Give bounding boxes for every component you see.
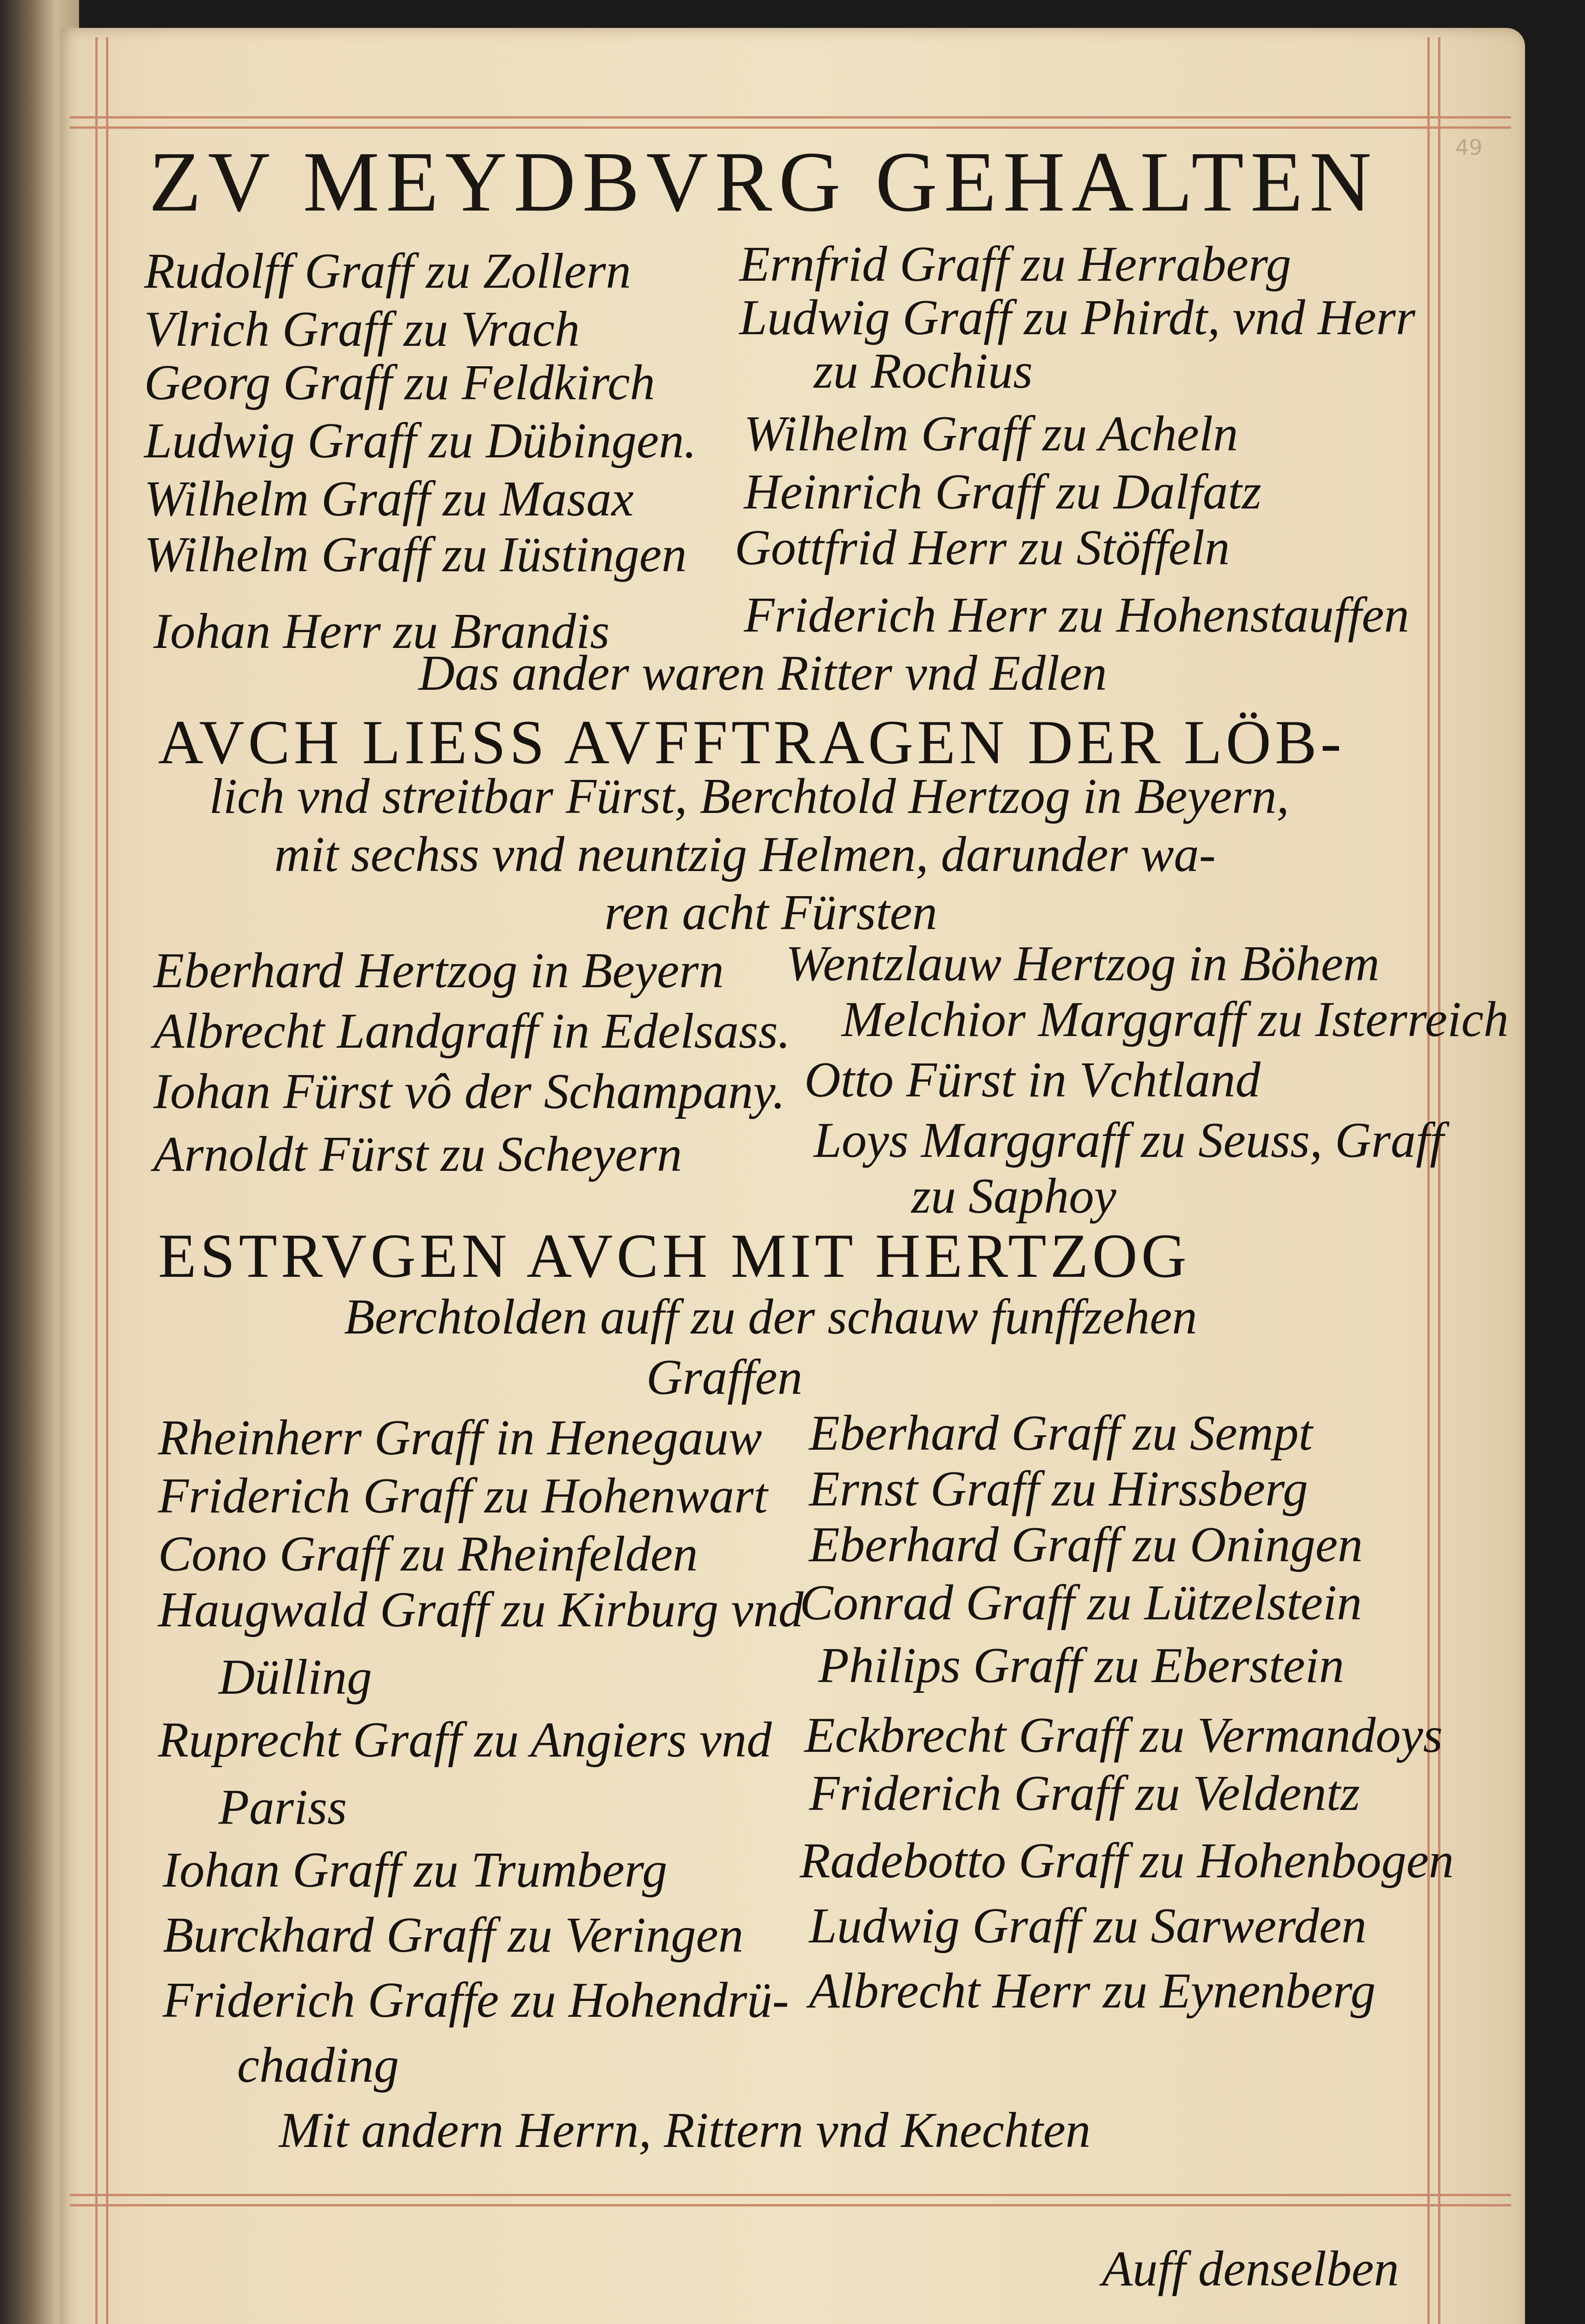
name-line: Ruprecht Graff zu Angiers vnd: [158, 1712, 772, 1768]
name-line: Radebotto Graff zu Hohenbogen: [800, 1833, 1454, 1888]
name-line: Iohan Herr zu Brandis: [153, 604, 610, 659]
name-line: Ludwig Graff zu Phirdt, vnd Herr: [739, 290, 1416, 345]
name-line: Iohan Graff zu Trumberg: [163, 1842, 668, 1898]
closing-line: Mit andern Herrn, Rittern vnd Knechten: [279, 2103, 1091, 2158]
name-line: Pariss: [219, 1780, 347, 1835]
name-line: Wilhelm Graff zu Acheln: [744, 406, 1238, 462]
frame-rule-right-inner: [1427, 37, 1430, 2324]
name-line: Wentzlauw Hertzog in Böhem: [786, 936, 1379, 991]
name-line: Eberhard Graff zu Sempt: [809, 1406, 1313, 1461]
page-heading: ZV MEYDBVRG GEHALTEN: [149, 134, 1378, 230]
frame-rule-bottom-1: [70, 2194, 1511, 2196]
paragraph-line: Graffen: [646, 1350, 802, 1405]
name-line: zu Saphoy: [911, 1169, 1116, 1224]
name-line: Albrecht Herr zu Eynenberg: [809, 1963, 1376, 2019]
name-line: Eberhard Hertzog in Beyern: [153, 943, 724, 998]
catchword: Auff denselben: [1102, 2241, 1399, 2297]
section-note: Das ander waren Ritter vnd Edlen: [418, 646, 1107, 701]
paragraph-line: lich vnd streitbar Fürst, Berchtold Hertzog in Beyern,: [209, 769, 1289, 824]
section-heading: ESTRVGEN AVCH MIT HERTZOG: [158, 1221, 1190, 1291]
name-line: Friderich Herr zu Hohenstauffen: [744, 588, 1409, 643]
name-line: Georg Graff zu Feldkirch: [144, 355, 655, 410]
name-line: Ernfrid Graff zu Herraberg: [739, 237, 1292, 292]
name-line: Otto Fürst in Vchtland: [804, 1052, 1260, 1108]
name-line: chading: [237, 2038, 399, 2093]
name-line: Ludwig Graff zu Sarwerden: [809, 1898, 1367, 1954]
name-line: Cono Graff zu Rheinfelden: [158, 1526, 698, 1582]
name-line: Conrad Graff zu Lützelstein: [800, 1575, 1362, 1631]
name-line: Albrecht Landgraff in Edelsass.: [153, 1004, 790, 1059]
name-line: Philips Graff zu Eberstein: [818, 1638, 1344, 1693]
name-line: Wilhelm Graff zu Masax: [144, 471, 634, 527]
name-line: Ernst Graff zu Hirssberg: [809, 1461, 1308, 1517]
name-line: Loys Marggraff zu Seuss, Graff: [814, 1113, 1444, 1168]
section-heading: AVCH LIESS AVFFTRAGEN DER LÖB-: [158, 708, 1345, 777]
name-line: Dülling: [219, 1650, 372, 1705]
name-line: Ludwig Graff zu Dübingen.: [144, 413, 697, 469]
paragraph-line: Berchtolden auff zu der schauw funffzehen: [344, 1289, 1197, 1345]
name-line: Burckhard Graff zu Veringen: [163, 1908, 743, 1963]
frame-rule-top-2: [70, 126, 1511, 129]
name-line: Melchior Marggraff zu Isterreich: [842, 992, 1509, 1047]
name-line: Iohan Fürst vô der Schampany.: [153, 1064, 785, 1119]
paragraph-line: ren acht Fürsten: [604, 885, 937, 940]
name-line: Arnoldt Fürst zu Scheyern: [153, 1127, 682, 1182]
frame-rule-left-outer: [95, 37, 98, 2324]
name-line: Gottfrid Herr zu Stöffeln: [735, 520, 1230, 575]
name-line: Friderich Graff zu Veldentz: [809, 1766, 1360, 1821]
frame-rule-bottom-2: [70, 2204, 1511, 2206]
name-line: Heinrich Graff zu Dalfatz: [744, 464, 1262, 520]
name-line: Wilhelm Graff zu Iüstingen: [144, 527, 687, 582]
name-line: Eckbrecht Graff zu Vermandoys: [804, 1708, 1443, 1763]
name-line: Friderich Graffe zu Hohendrü-: [163, 1973, 789, 2028]
paragraph-line: mit sechss vnd neuntzig Helmen, darunder wa-: [274, 827, 1216, 882]
folio-number: 49: [1455, 135, 1483, 160]
name-line: Eberhard Graff zu Oningen: [809, 1517, 1363, 1572]
name-line: zu Rochius: [814, 343, 1033, 399]
name-line: Vlrich Graff zu Vrach: [144, 302, 580, 357]
frame-rule-left-inner: [106, 37, 108, 2324]
frame-rule-top-1: [70, 116, 1511, 119]
frame-rule-right-outer: [1438, 37, 1440, 2324]
name-line: Rheinherr Graff in Henegauw: [158, 1410, 762, 1466]
name-line: Haugwald Graff zu Kirburg vnd: [158, 1582, 804, 1637]
name-line: Friderich Graff zu Hohenwart: [158, 1468, 768, 1524]
name-line: Rudolff Graff zu Zollern: [144, 244, 631, 299]
